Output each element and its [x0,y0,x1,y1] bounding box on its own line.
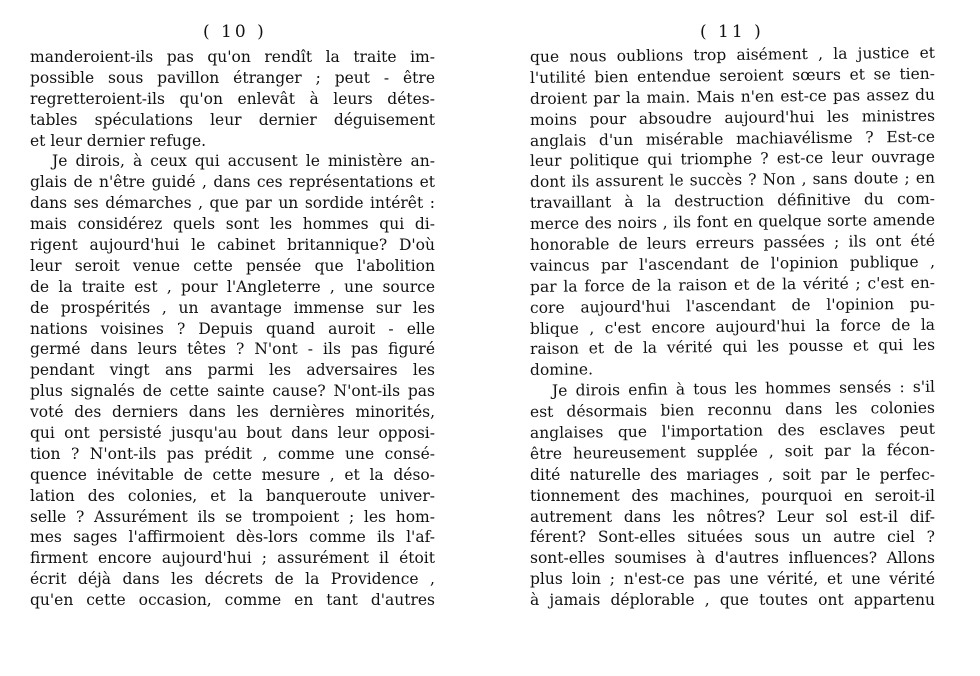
text-line: plus loin ; n'est-ce pas une vérité, et une vérité [530,570,935,589]
page-number-left: ( 10 ) [203,22,267,42]
text-line: férent? Sont-elles situées sous un autre ciel ? [530,528,935,547]
text-line: possible sous pavillon étranger ; peut - être [30,68,435,87]
text-line: anglaises que l'importation des esclaves peut [529,419,936,443]
text-line: rigent aujourd'hui le cabinet britannique? D'où [30,236,435,255]
text-line: merce des noirs , ils font en quelque sorte amende [529,210,936,234]
text-line: regretteroient-ils qu'on enlevât à leurs détes- [30,89,435,108]
text-line: voté des derniers dans les dernières minorités, [30,403,435,422]
text-line: droient par la main. Mais n'en est-ce pas assez du [529,85,936,108]
text-line: dans ses démarches , que par un sordide intérêt : [30,194,435,213]
text-line: Je dirois, à ceux qui accusent le ministère an- [52,152,435,171]
text-line: être heureusement supplée , soit par la fécon- [529,440,936,463]
text-line: autrement dans les nôtres? Leur sol est-il dif- [530,507,935,526]
text-line: moins pour absoudre aujourd'hui les ministres [529,106,936,129]
text-line: glais de n'être guidé , dans ces représentations et [30,173,435,192]
text-line: firment encore aujourd'hui ; assurément il étoit [30,549,435,568]
text-line: honorable de leurs erreurs passées ; ils ont été [529,231,936,255]
text-line: par la force de la raison et de la vérité ; c'est en- [529,273,936,296]
text-line: mes sages l'affirmoient dès-lors comme ils l'af- [30,528,435,547]
text-line: dité naturelle des mariages , soit par le perfec- [530,465,935,484]
text-line: blique , c'est encore aujourd'hui la force de la [529,315,936,338]
text-line: qui ont persisté jusqu'au bout dans leur opposi- [30,424,435,443]
text-line: sont-elles soumises à d'autres influences? Allons [530,549,935,568]
text-line: germé dans leurs têtes ? N'ont - ils pas figuré [30,340,435,359]
right-page-text [529,43,936,611]
text-line: à jamais déplorable , que toutes ont appartenu [530,591,935,610]
text-line: quence inévitable de cette mesure , et la déso- [30,465,435,484]
text-line: lation des colonies, et la banqueroute univer- [30,486,435,505]
text-line: qu'en cette occasion, comme en tant d'autres [30,591,435,610]
text-line: pendant vingt ans parmi les adversaires les [30,361,435,380]
text-line: vaincus par l'ascendant de l'opinion publique , [529,252,936,275]
text-line: écrit déjà dans les décrets de la Providence , [30,570,435,589]
text-line: dont ils assurent le succès ? Non , sans doute ; en [529,169,936,192]
text-line: plus signalés de cette sainte cause? N'ont-ils pas [30,382,435,401]
text-line: domine. [529,360,594,380]
text-line: est désormais bien reconnu dans les colonies [529,398,936,422]
text-line: tion ? N'ont-ils pas prédit , comme une consé- [30,444,435,463]
text-line: raison et de la vérité qui les pousse et qui les [529,336,936,359]
text-line: nations voisines ? Depuis quand auroit - elle [30,319,435,338]
text-line: anglais d'un misérable machiavélisme ? Est-ce [529,127,936,150]
text-line: leur politique qui triomphe ? est-ce leur ouvrage [529,148,936,171]
text-line: l'utilité bien entendue seroient sœurs et se tien- [529,64,936,87]
text-line: tionnement des machines, pourquoi en seroit-il [530,486,935,505]
text-line: travaillant à la destruction définitive du com- [529,189,936,213]
text-line: core aujourd'hui l'ascendant de l'opinion pu- [529,294,936,317]
text-line: de prospérités , un avantage immense sur les [30,298,435,317]
left-page-text [30,47,435,611]
text-line: manderoient-ils pas qu'on rendît la traite im- [30,48,435,66]
text-line: de la traite est , pour l'Angleterre , une source [30,277,435,296]
text-line: selle ? Assurément ils se trompoient ; les hom- [30,507,435,526]
text-line: tables spéculations leur dernier déguisement [30,110,435,129]
text-line: leur seroit venue cette pensée que l'abolition [30,256,435,275]
text-line: et leur dernier refuge. [30,131,207,150]
page-number-right: ( 11 ) [700,22,764,42]
text-line: que nous oublions trop aisément , la justice et [529,43,936,66]
text-line: mais considérez quels sont les hommes qui di- [30,215,435,234]
text-line: Je dirois enfin à tous les hommes sensés : s'il [551,378,936,401]
